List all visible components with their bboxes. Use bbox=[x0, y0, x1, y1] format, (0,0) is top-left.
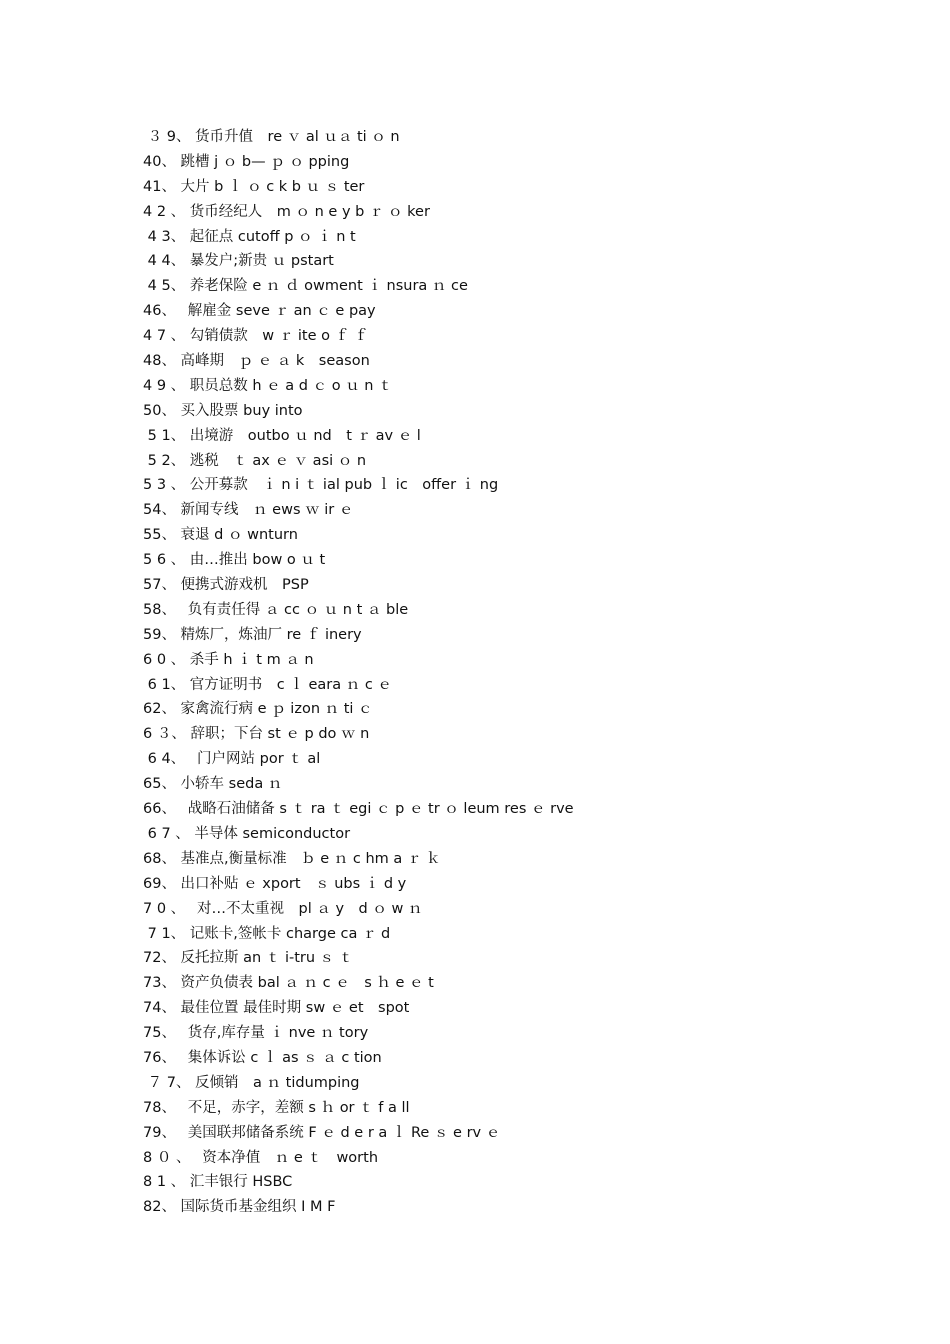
vocabulary-line: 72、 反托拉斯 an ｔ i-tru ｓ ｔ bbox=[143, 950, 354, 967]
vocabulary-list bbox=[143, 125, 574, 1220]
vocabulary-line: ７ 7、 反倾销 a ｎ tidumping bbox=[143, 1074, 360, 1091]
vocabulary-line: 4 7 、 勾销债款 w ｒ ite o ｆ ｆ bbox=[143, 328, 369, 345]
vocabulary-line: 76、 集体诉讼 c ｌ as ｓ ａ c tion bbox=[143, 1049, 382, 1066]
vocabulary-line: 5 2、 逃税 ｔ ax ｅ ｖ asi ｏ n bbox=[143, 452, 367, 469]
vocabulary-line: 4 3、 起征点 cutoff p ｏ ｉ n t bbox=[143, 228, 356, 245]
vocabulary-line: 46、 解雇金 seve ｒ an ｃ e pay bbox=[143, 303, 376, 320]
vocabulary-line: 54、 新闻专线 ｎ ews ｗ ir ｅ bbox=[143, 502, 354, 519]
vocabulary-line: 8 1 、 汇丰银行 HSBC bbox=[143, 1174, 293, 1191]
vocabulary-line: 69、 出口补贴 ｅ xport ｓ ubs ｉ d y bbox=[143, 875, 407, 892]
vocabulary-line: 41、 大片 b ｌ ｏ c k b ｕ ｓ ter bbox=[143, 178, 365, 195]
vocabulary-line: 55、 衰退 d ｏ wnturn bbox=[143, 527, 298, 544]
vocabulary-line: 65、 小轿车 seda ｎ bbox=[143, 776, 283, 793]
vocabulary-line: 6 7 、 半导体 semiconductor bbox=[143, 825, 351, 842]
vocabulary-line: 59、 精炼厂，炼油厂 re ｆ inery bbox=[143, 626, 362, 643]
vocabulary-line: 66、 战略石油储备 s ｔ ra ｔ egi ｃ p ｅ tr ｏ leum res ｅ rve bbox=[143, 801, 574, 818]
vocabulary-line: 82、 国际货币基金组织 I M F bbox=[143, 1199, 336, 1216]
vocabulary-line: 57、 便携式游戏机 PSP bbox=[143, 577, 309, 594]
vocabulary-line: 6 0 、 杀手 h ｉ t m ａ n bbox=[143, 651, 314, 668]
vocabulary-line: 8 ０ 、 资本净值 ｎ e ｔ worth bbox=[143, 1149, 379, 1166]
vocabulary-line: 4 4、 暴发户;新贵 ｕ pstart bbox=[143, 253, 334, 270]
vocabulary-line: 6 4、 门户网站 por ｔ al bbox=[143, 751, 321, 768]
vocabulary-line: 7 0 、 对…不太重视 pl ａ y d ｏ w ｎ bbox=[143, 900, 423, 917]
vocabulary-line: 4 5、 养老保险 e ｎ ｄ owment ｉ nsura ｎ ce bbox=[143, 278, 468, 295]
vocabulary-line: 79、 美国联邦储备系统 F ｅ d e r a ｌ Re ｓ e rv ｅ bbox=[143, 1124, 501, 1141]
vocabulary-line: 6 1、 官方证明书 c ｌ eara ｎ c ｅ bbox=[143, 676, 392, 693]
vocabulary-line: 6 ３、 辞职；下台 st ｅ p do ｗ n bbox=[143, 726, 370, 743]
vocabulary-line: 78、 不足，赤字，差额 s ｈ or ｔ f a ll bbox=[143, 1099, 410, 1116]
vocabulary-line: 68、 基准点,衡量标准 ｂ e ｎ c hm a ｒ ｋ bbox=[143, 850, 441, 867]
vocabulary-line: 40、 跳槽 j ｏ b— ｐ ｏ pping bbox=[143, 153, 350, 170]
vocabulary-line: 50、 买入股票 buy into bbox=[143, 402, 303, 419]
vocabulary-line: 62、 家禽流行病 e ｐ izon ｎ ti ｃ bbox=[143, 701, 373, 718]
vocabulary-line: 5 3 、 公开募款 ｉ n i ｔ ial pub ｌ ic offer ｉ ng bbox=[143, 477, 499, 494]
vocabulary-line: 4 9 、 职员总数 h ｅ a d ｃ o ｕ n ｔ bbox=[143, 377, 393, 394]
vocabulary-line: ３ 9、 货币升值 re ｖ al ｕａ ti ｏ n bbox=[143, 129, 400, 145]
vocabulary-line: 75、 货存,库存量 ｉ nve ｎ tory bbox=[143, 1025, 369, 1042]
vocabulary-line: 5 6 、 由…推出 bow o ｕ t bbox=[143, 552, 326, 569]
vocabulary-line: 4 2 、 货币经纪人 m ｏ n e y b ｒ ｏ ker bbox=[143, 203, 430, 220]
vocabulary-line: 5 1、 出境游 outbo ｕ nd t ｒ av ｅ l bbox=[143, 427, 421, 444]
vocabulary-line: 7 1、 记账卡,签帐卡 charge ca ｒ d bbox=[143, 925, 391, 942]
vocabulary-line: 58、 负有责任得 ａ cc ｏ ｕ n t ａ ble bbox=[143, 601, 409, 618]
vocabulary-line: 73、 资产负债表 bal ａ ｎ c ｅ s ｈ e ｅ t bbox=[143, 975, 434, 992]
vocabulary-line: 74、 最佳位置 最佳时期 sw ｅ et spot bbox=[143, 1000, 410, 1017]
vocabulary-line: 48、 高峰期 ｐ ｅ ａ k season bbox=[143, 353, 370, 370]
